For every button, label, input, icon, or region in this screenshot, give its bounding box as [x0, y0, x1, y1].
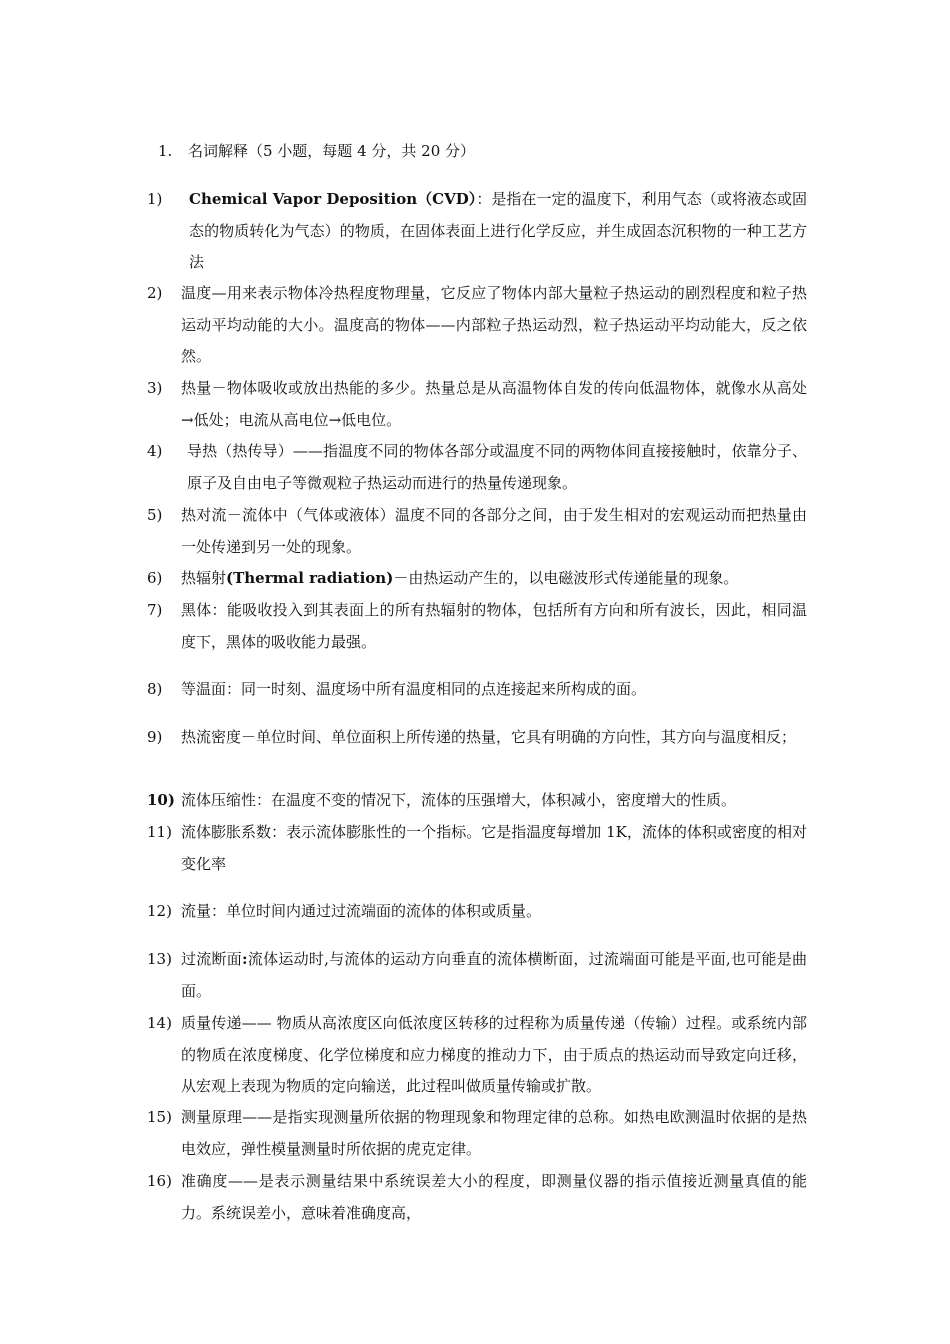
item-text: 质量传递—— 物质从高浓度区向低浓度区转移的过程称为质量传递（传输）过程。或系统内部的物质在浓度梯度、化学位梯度和应力梯度的推动力下，由于质点的热运动而导致定向迁移，从宏观上表现为物质的定向输送，此过程叫做质量传输或扩散。 [181, 1014, 807, 1095]
list-item [147, 278, 807, 373]
item-number: 12) [147, 902, 172, 920]
item-text: 热量－物体吸收或放出热能的多少。热量总是从高温物体自发的传向低温物体，就像水从高处→低处；电流从高电位→低电位。 [181, 379, 807, 429]
item-term: (Thermal radiation) [226, 569, 394, 587]
list-item [147, 674, 807, 706]
section-title: 名词解释（5 小题，每题 4 分，共 20 分） [188, 142, 476, 160]
list-item [147, 595, 807, 658]
item-text: 流量：单位时间内通过过流端面的流体的体积或质量。 [181, 902, 542, 920]
item-text: 测量原理——是指实现测量所依据的物理现象和物理定律的总称。如热电欧测温时依据的是热电效应，弹性模量测量时所依据的虎克定律。 [181, 1108, 807, 1158]
list-item [147, 436, 807, 499]
item-number: 15) [147, 1108, 172, 1126]
item-definition: ：是指在一定的温度下，利用气态（或将液态或固态的物质转化为气态）的物质，在固体表面上进行化学反应，并生成固态沉积物的一种工艺方法 [189, 190, 807, 271]
item-number: 9) [147, 728, 163, 746]
item-number: 13) [147, 950, 172, 968]
item-number: 7) [147, 601, 163, 619]
list-item [147, 373, 807, 436]
item-text: 准确度——是表示测量结果中系统误差大小的程度，即测量仪器的指示值接近测量真值的能力。系统误差小，意味着准确度高， [181, 1172, 807, 1222]
list-item [147, 1166, 807, 1229]
item-number: 16) [147, 1172, 172, 1190]
item-text: 导热（热传导）——指温度不同的物体各部分或温度不同的两物体间直接接触时，依靠分子、原子及自由电子等微观粒子热运动而进行的热量传递现象。 [187, 442, 807, 492]
section-heading [158, 141, 475, 161]
item-text: 流体膨胀系数：表示流体膨胀性的一个指标。它是指温度每增加 1K，流体的体积或密度的相对变化率 [181, 823, 807, 873]
item-text: 等温面：同一时刻、温度场中所有温度相同的点连接起来所构成的面。 [181, 680, 647, 698]
item-term-separator: : [242, 950, 248, 968]
item-text [181, 563, 807, 595]
list-item [147, 184, 807, 279]
item-number: 5) [147, 506, 163, 524]
item-term-prefix: 过流断面 [181, 950, 243, 968]
list-item [147, 817, 807, 880]
list-item [147, 896, 807, 928]
list-item [147, 785, 807, 817]
list-item [147, 1008, 807, 1103]
item-text: 热流密度－单位时间、单位面积上所传递的热量，它具有明确的方向性，其方向与温度相反； [181, 728, 797, 746]
list-item [147, 722, 807, 754]
item-number: 6) [147, 569, 163, 587]
item-text: 温度—用来表示物体冷热程度物理量，它反应了物体内部大量粒子热运动的剧烈程度和粒子热运动平均动能的大小。温度高的物体——内部粒子热运动烈，粒子热运动平均动能大，反之依然。 [181, 284, 807, 365]
item-number: 11) [147, 823, 172, 841]
item-number: 14) [147, 1014, 172, 1032]
item-number: 10) [147, 791, 175, 809]
item-text: 热对流－流体中（气体或液体）温度不同的各部分之间，由于发生相对的宏观运动而把热量由一处传递到另一处的现象。 [181, 506, 807, 556]
item-definition: －由热运动产生的，以电磁波形式传递能量的现象。 [393, 569, 739, 587]
list-item [147, 500, 807, 563]
item-text: 黑体：能吸收投入到其表面上的所有热辐射的物体，包括所有方向和所有波长，因此，相同温度下，黑体的吸收能力最强。 [181, 601, 807, 651]
item-term-prefix: 热辐射 [181, 569, 227, 587]
item-text: 流体压缩性：在温度不变的情况下，流体的压强增大，体积减小，密度增大的性质。 [181, 791, 737, 809]
item-number: 4) [147, 442, 163, 460]
item-number: 8) [147, 680, 163, 698]
list-item [147, 563, 807, 595]
item-text [181, 944, 807, 1007]
item-term: Chemical Vapor Deposition（CVD） [189, 190, 477, 208]
item-number: 2) [147, 284, 163, 302]
section-number: 1. [158, 142, 173, 160]
item-definition: 流体运动时,与流体的运动方向垂直的流体横断面，过流端面可能是平面,也可能是曲面。 [181, 950, 807, 1000]
item-text [181, 184, 807, 279]
list-item [147, 1102, 807, 1165]
list-item [147, 944, 807, 1007]
item-number: 3) [147, 379, 163, 397]
item-number: 1) [147, 190, 163, 208]
